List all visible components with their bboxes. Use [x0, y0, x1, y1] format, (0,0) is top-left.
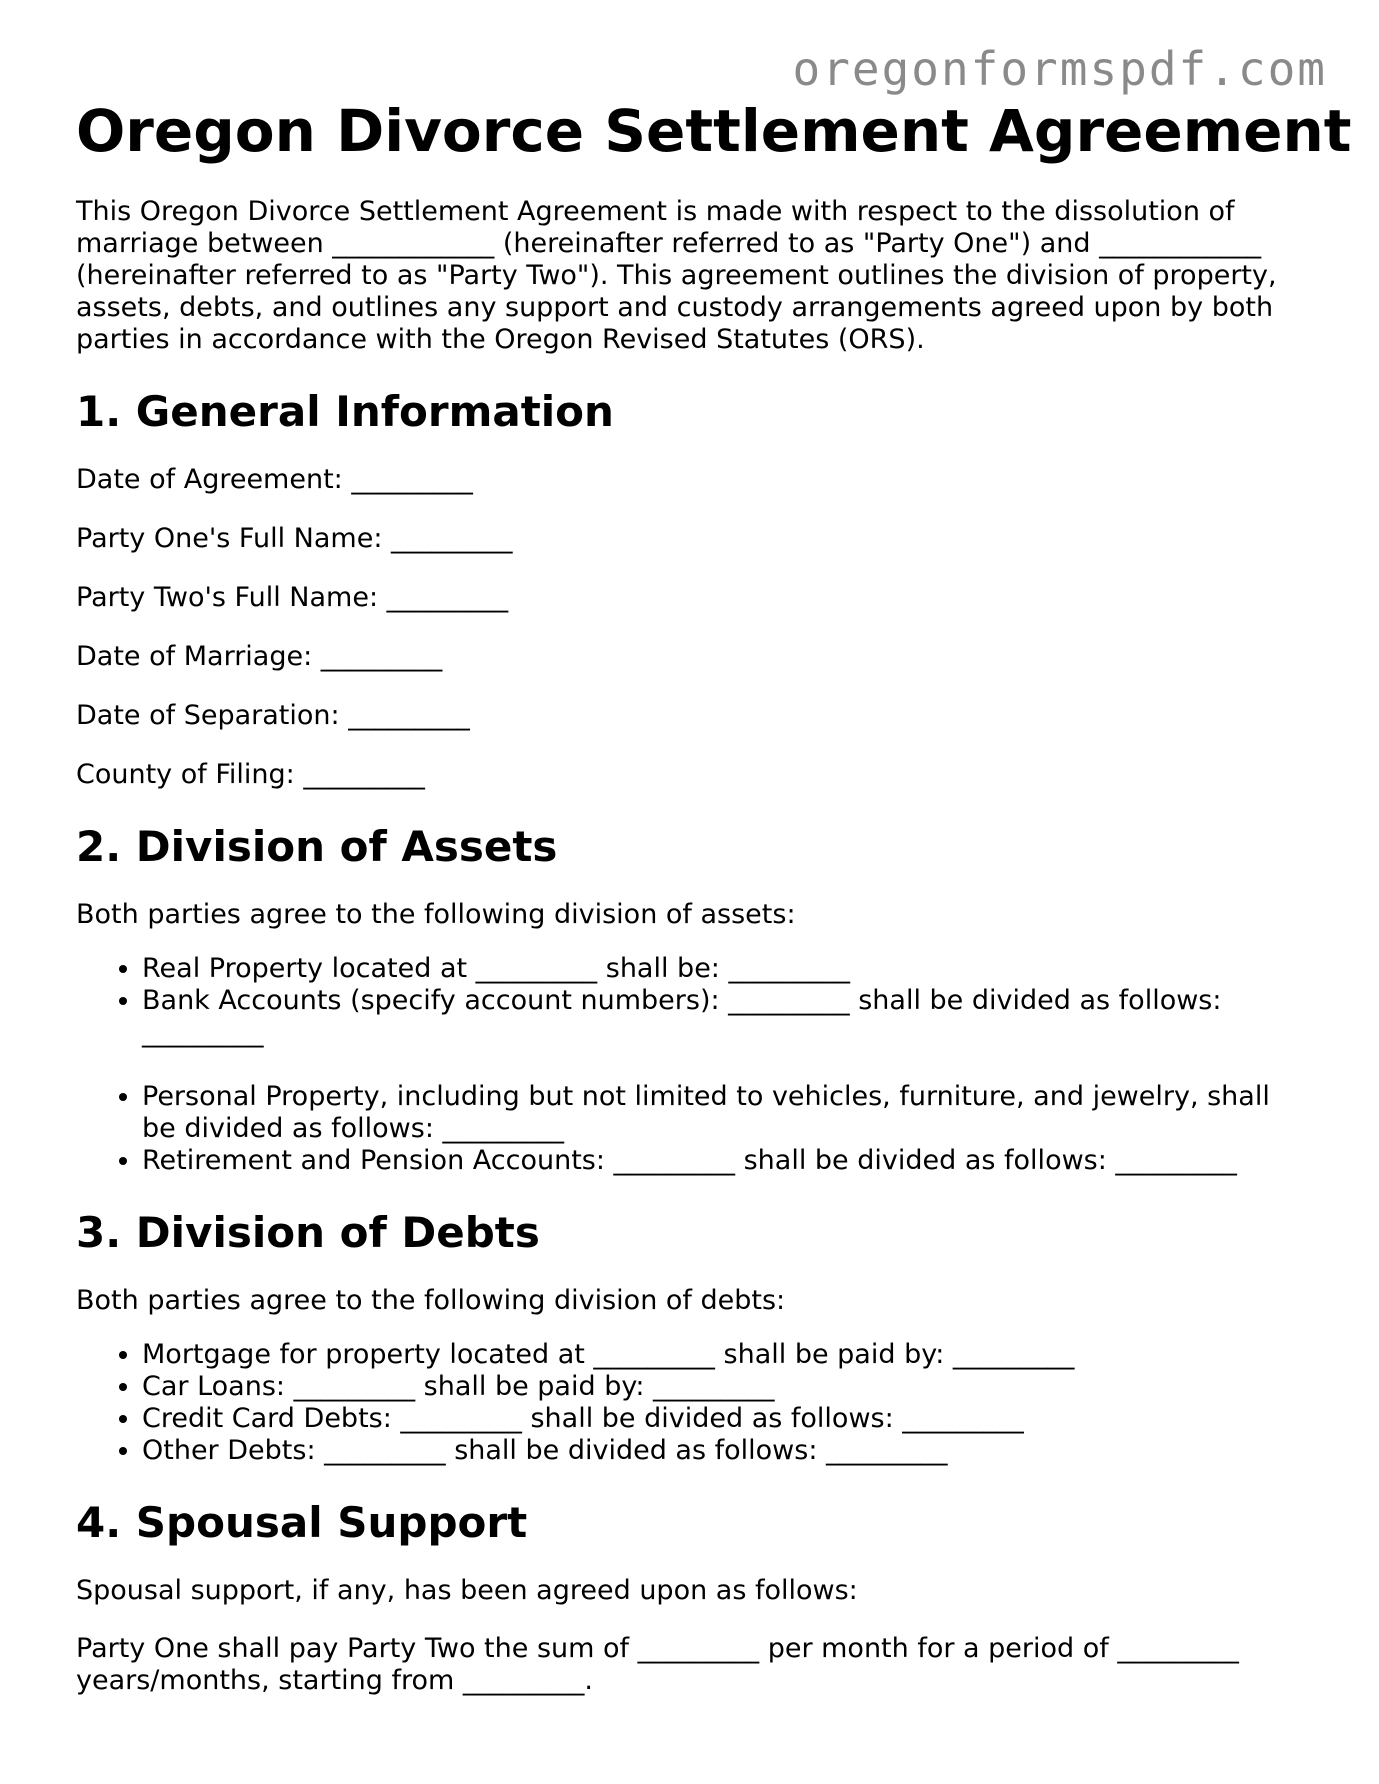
list-item: • Real Property located at _________ shall be: _________ [142, 953, 1306, 985]
assets-lead: Both parties agree to the following division of assets: [76, 899, 796, 930]
list-item: • Other Debts: _________ shall be divided as follows: _________ [142, 1435, 1306, 1467]
field-party-two-name: Party Two's Full Name: _________ [76, 582, 509, 613]
field-date-of-agreement: Date of Agreement: _________ [76, 464, 473, 495]
assets-list [76, 953, 1306, 1177]
intro-paragraph: This Oregon Divorce Settlement Agreement is made with respect to the dissolution of marriage between ____________ (hereinafter referred to as "Party One") and ____________ (hereinafter referred to as "Party Two"). This agreement outlines the division of property, assets, debts, and outlines any support and custody arrangements agreed upon by both parties in accordance with the Oregon Revised Statutes (ORS). [76, 196, 1277, 355]
field-date-of-separation: Date of Separation: _________ [76, 700, 470, 731]
document [76, 96, 1352, 1697]
list-item: • Car Loans: _________ shall be paid by: _________ [142, 1371, 1306, 1403]
section-heading-support: 4. Spousal Support [76, 1498, 528, 1547]
section-heading-assets: 2. Division of Assets [76, 822, 558, 871]
debts-lead: Both parties agree to the following division of debts: [76, 1285, 786, 1316]
page-title: Oregon Divorce Settlement Agreement [76, 97, 1352, 165]
list-item: • Bank Accounts (specify account numbers): _________ shall be divided as follows: _________ [142, 985, 1306, 1081]
section-heading-debts: 3. Division of Debts [76, 1208, 540, 1257]
section-heading-general: 1. General Information [76, 387, 614, 436]
support-paragraph: Party One shall pay Party Two the sum of _________ per month for a period of _________ years/months, starting from _________. [76, 1633, 1239, 1696]
watermark: oregonformspdf.com [792, 42, 1327, 96]
support-lead: Spousal support, if any, has been agreed upon as follows: [76, 1575, 858, 1606]
field-date-of-marriage: Date of Marriage: _________ [76, 641, 443, 672]
field-party-one-name: Party One's Full Name: _________ [76, 523, 513, 554]
list-item: • Mortgage for property located at _________ shall be paid by: _________ [142, 1339, 1306, 1371]
list-item: • Personal Property, including but not limited to vehicles, furniture, and jewelry, shall be divided as follows: _________ [142, 1081, 1306, 1145]
list-item: • Credit Card Debts: _________ shall be divided as follows: _________ [142, 1403, 1306, 1435]
field-county-of-filing: County of Filing: _________ [76, 759, 425, 790]
debts-list [76, 1339, 1306, 1467]
list-item: • Retirement and Pension Accounts: _________ shall be divided as follows: _________ [142, 1145, 1306, 1177]
